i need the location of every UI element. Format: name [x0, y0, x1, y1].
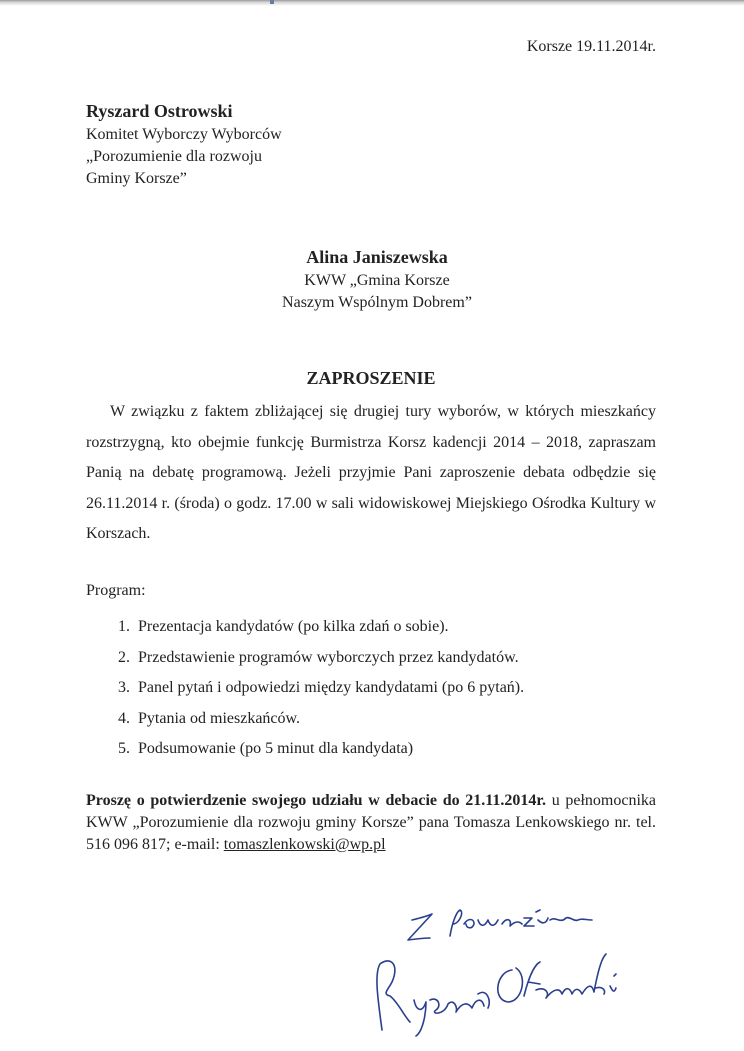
sender-line: Komitet Wyborczy Wyborców	[86, 126, 282, 143]
contact-details: u pełnomocnika KWW „Porozumienie dla rozwoju gminy Korsze” pana Tomasza Lenkowskiego nr. tel. 516 096 817; e-mail:	[86, 792, 656, 853]
sender-line: Gminy Korsze”	[86, 170, 187, 187]
recipient-line: Naszym Wspólnym Dobrem”	[282, 294, 472, 311]
program-item-number: 2.	[118, 648, 130, 666]
recipient-block	[262, 246, 492, 314]
sender-line: „Porozumienie dla rozwoju	[86, 148, 262, 165]
scan-mark	[270, 0, 274, 4]
email-link[interactable]: tomaszlenkowski@wp.pl	[223, 836, 386, 853]
closing-paragraph	[86, 790, 656, 856]
program-item-text: Pytania od mieszkańców.	[138, 709, 301, 727]
program-section	[86, 582, 524, 765]
program-item-text: Podsumowanie (po 5 minut dla kandydata)	[138, 740, 414, 757]
program-item-text: Przedstawienie programów wyborczych przez kandydatów.	[138, 648, 519, 666]
program-item	[86, 673, 524, 704]
letter-title: ZAPROSZENIE	[306, 368, 436, 388]
recipient-name: Alina Janiszewska	[306, 247, 448, 267]
recipient-line: KWW „Gmina Korsze	[304, 272, 450, 289]
program-item-number: 5.	[118, 740, 130, 757]
program-item	[86, 734, 524, 765]
handwritten-signature	[360, 890, 640, 1040]
program-item	[86, 704, 524, 735]
letter-date: Korsze 19.11.2014r.	[526, 38, 656, 55]
scan-edge	[0, 0, 744, 6]
program-item	[86, 643, 524, 674]
program-list	[86, 612, 524, 765]
program-item-text: Panel pytań i odpowiedzi między kandydatami (po 6 pytań).	[138, 679, 525, 696]
confirmation-request: Proszę o potwierdzenie swojego udziału w debacie do 21.11.2014r.	[86, 792, 547, 809]
sender-block	[86, 100, 282, 190]
program-item-number: 3.	[118, 679, 130, 696]
program-item-number: 4.	[118, 709, 130, 727]
program-item-text: Prezentacja kandydatów (po kilka zdań o sobie).	[138, 618, 449, 635]
program-item	[86, 612, 524, 643]
letter-body	[86, 397, 656, 550]
body-paragraph: W związku z faktem zbliżającej się drugiej tury wyborów, w których mieszkańcy rozstrzygną, kto obejmie funkcję Burmistrza Korsz kadencji 2014 – 2018, zapraszam Panią na debatę programową. Jeżeli przyjmie Pani zaproszenie debata odbędzie się 26.11.2014 r. (środa) o godz. 17.00 w sali widowiskowej Miejskiego Ośrodka Kultury w Korszach.	[86, 403, 656, 542]
program-item-number: 1.	[118, 618, 130, 635]
sender-name: Ryszard Ostrowski	[86, 101, 233, 121]
program-label: Program:	[86, 582, 146, 599]
